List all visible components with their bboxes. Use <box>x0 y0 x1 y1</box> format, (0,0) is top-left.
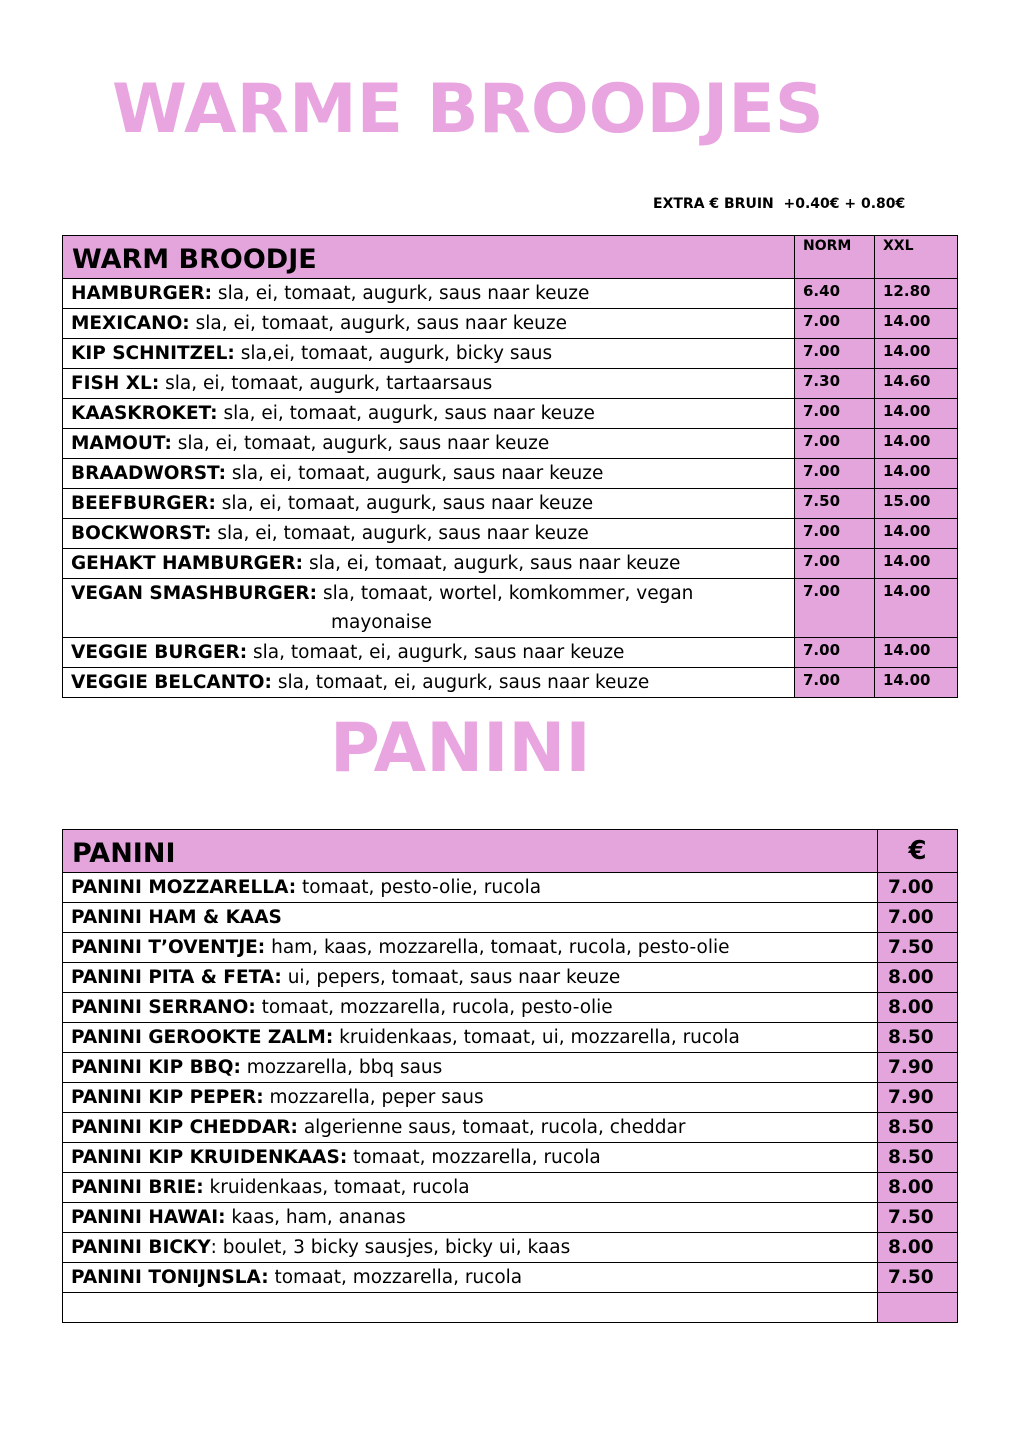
menu-item-name: BOCKWORST: <box>71 523 212 544</box>
table-row <box>63 1263 958 1293</box>
menu-item-cell <box>63 873 878 903</box>
norm-price: 7.00 <box>795 399 875 429</box>
xxl-price: 14.00 <box>875 339 958 369</box>
menu-item-cell <box>63 1233 878 1263</box>
menu-item-cell <box>63 1263 878 1293</box>
page-title-warme-broodjes: WARME BROODJES <box>112 70 824 149</box>
table-row <box>63 489 958 519</box>
menu-item-name: PANINI TONIJNSLA: <box>71 1267 269 1288</box>
menu-item-text <box>71 523 589 544</box>
menu-item-description: kaas, ham, ananas <box>225 1207 406 1228</box>
table-row <box>63 1173 958 1203</box>
menu-item-description: : boulet, 3 bicky sausjes, bicky ui, kaas <box>210 1237 571 1258</box>
menu-item-cell <box>63 339 795 369</box>
norm-column-header: NORM <box>795 236 875 279</box>
table-row <box>63 579 958 638</box>
norm-price: 7.00 <box>795 309 875 339</box>
menu-item-name: PANINI GEROOKTE ZALM: <box>71 1027 334 1048</box>
table-row <box>63 309 958 339</box>
menu-item-description: sla, ei, tomaat, augurk, saus naar keuze <box>189 313 567 334</box>
panini-price: 8.50 <box>878 1113 958 1143</box>
panini-price: 8.00 <box>878 963 958 993</box>
table-header-row <box>63 830 958 873</box>
menu-item-description: tomaat, pesto-olie, rucola <box>296 877 542 898</box>
menu-item-name: PANINI KIP KRUIDENKAAS: <box>71 1147 348 1168</box>
table-row <box>63 429 958 459</box>
menu-item-cell <box>63 1173 878 1203</box>
menu-item-cell <box>63 1143 878 1173</box>
section-title-panini: PANINI <box>330 709 591 788</box>
menu-item-description: sla, tomaat, ei, augurk, saus naar keuze <box>247 642 625 663</box>
table-row <box>63 873 958 903</box>
table-row <box>63 1113 958 1143</box>
menu-item-description: sla, tomaat, wortel, komkommer, vegan mayonaise <box>317 583 694 633</box>
menu-item-cell <box>63 489 795 519</box>
table-row <box>63 369 958 399</box>
menu-item-cell <box>63 279 795 309</box>
table-row <box>63 459 958 489</box>
menu-item-name: BRAADWORST: <box>71 463 227 484</box>
menu-item-cell <box>63 1053 878 1083</box>
menu-item-cell <box>63 459 795 489</box>
menu-item-cell <box>63 963 878 993</box>
menu-item-cell <box>63 1203 878 1233</box>
menu-item-description: tomaat, mozzarella, rucola, pesto-olie <box>255 997 613 1018</box>
menu-item-description: sla, ei, tomaat, augurk, saus naar keuze <box>226 463 604 484</box>
table-row <box>63 279 958 309</box>
norm-price: 7.00 <box>795 638 875 668</box>
menu-item-cell <box>63 903 878 933</box>
menu-item-text <box>71 493 593 514</box>
menu-item-name: PANINI HAWAI: <box>71 1207 226 1228</box>
menu-item-name: MEXICANO: <box>71 313 190 334</box>
xxl-price: 14.00 <box>875 638 958 668</box>
menu-item-name: PANINI T’OVENTJE: <box>71 937 266 958</box>
panini-price: 7.50 <box>878 933 958 963</box>
table-row <box>63 903 958 933</box>
menu-item-cell <box>63 1083 878 1113</box>
norm-price: 6.40 <box>795 279 875 309</box>
norm-price: 7.00 <box>795 459 875 489</box>
menu-item-cell <box>63 369 795 399</box>
menu-item-description: sla, ei, tomaat, augurk, saus naar keuze <box>217 403 595 424</box>
table-row <box>63 1083 958 1113</box>
panini-price: 8.00 <box>878 1173 958 1203</box>
warm-broodje-table <box>62 235 958 698</box>
menu-item-description: mozzarella, peper saus <box>263 1087 484 1108</box>
menu-item-text <box>71 579 786 637</box>
menu-item-name: PANINI HAM & KAAS <box>71 907 282 928</box>
menu-item-cell <box>63 1113 878 1143</box>
menu-item-cell <box>63 309 795 339</box>
table-row <box>63 638 958 668</box>
xxl-price: 14.00 <box>875 309 958 339</box>
menu-item-cell <box>63 399 795 429</box>
menu-item-text <box>71 672 649 693</box>
menu-item-name: PANINI MOZZARELLA: <box>71 877 297 898</box>
menu-item-text <box>71 283 589 304</box>
menu-item-description: sla, ei, tomaat, augurk, saus naar keuze <box>303 553 681 574</box>
menu-item-description: sla, ei, tomaat, augurk, saus naar keuze <box>212 283 590 304</box>
panini-price: 8.00 <box>878 993 958 1023</box>
menu-item-name: PANINI KIP CHEDDAR: <box>71 1117 298 1138</box>
table-row <box>63 1293 958 1323</box>
table-row <box>63 1023 958 1053</box>
menu-item-description: kruidenkaas, tomaat, rucola <box>203 1177 470 1198</box>
norm-price: 7.00 <box>795 339 875 369</box>
menu-item-name: BEEFBURGER: <box>71 493 216 514</box>
menu-item-description: sla, ei, tomaat, augurk, tartaarsaus <box>159 373 493 394</box>
panini-price: 8.50 <box>878 1023 958 1053</box>
price-column-header: € <box>878 830 958 873</box>
table-row <box>63 339 958 369</box>
norm-price: 7.30 <box>795 369 875 399</box>
table-row <box>63 993 958 1023</box>
menu-item-cell <box>63 579 795 638</box>
xxl-price: 14.00 <box>875 429 958 459</box>
menu-item-description: tomaat, mozzarella, rucola <box>347 1147 601 1168</box>
panini-price: 7.50 <box>878 1263 958 1293</box>
table-row <box>63 668 958 698</box>
table-row <box>63 1053 958 1083</box>
panini-price: 7.00 <box>878 873 958 903</box>
table-header-row <box>63 236 958 279</box>
norm-price: 7.00 <box>795 579 875 638</box>
menu-item-name: HAMBURGER: <box>71 283 213 304</box>
xxl-price: 15.00 <box>875 489 958 519</box>
xxl-column-header: XXL <box>875 236 958 279</box>
table-row <box>63 399 958 429</box>
menu-item-name: PANINI SERRANO: <box>71 997 256 1018</box>
menu-item-text <box>71 403 595 424</box>
table-row <box>63 933 958 963</box>
norm-price: 7.50 <box>795 489 875 519</box>
table-row <box>63 1143 958 1173</box>
panini-table <box>62 829 958 1323</box>
panini-price: 7.90 <box>878 1083 958 1113</box>
menu-item-name: PANINI KIP BBQ: <box>71 1057 241 1078</box>
menu-item-text <box>71 313 567 334</box>
panini-price: 8.50 <box>878 1143 958 1173</box>
xxl-price: 12.80 <box>875 279 958 309</box>
xxl-price: 14.00 <box>875 668 958 698</box>
menu-item-text <box>71 433 549 454</box>
table-row <box>63 1203 958 1233</box>
table-row <box>63 963 958 993</box>
menu-item-name: VEGGIE BELCANTO: <box>71 672 272 693</box>
table-row <box>63 519 958 549</box>
menu-item-text <box>71 553 680 574</box>
panini-header: PANINI <box>63 830 878 873</box>
menu-item-name: PANINI PITA & FETA: <box>71 967 282 988</box>
norm-price: 7.00 <box>795 668 875 698</box>
menu-item-description: algerienne saus, tomaat, rucola, cheddar <box>297 1117 686 1138</box>
menu-item-cell <box>63 549 795 579</box>
menu-item-description: kruidenkaas, tomaat, ui, mozzarella, rucola <box>333 1027 740 1048</box>
menu-item-cell <box>63 1023 878 1053</box>
xxl-price: 14.00 <box>875 579 958 638</box>
panini-price: 7.00 <box>878 903 958 933</box>
menu-item-cell <box>63 519 795 549</box>
warm-broodje-header: WARM BROODJE <box>63 236 795 279</box>
menu-item-name: FISH XL: <box>71 373 160 394</box>
menu-item-name: KIP SCHNITZEL: <box>71 343 235 364</box>
panini-price <box>878 1293 958 1323</box>
norm-price: 7.00 <box>795 519 875 549</box>
menu-item-text <box>71 642 624 663</box>
table-row <box>63 1233 958 1263</box>
menu-item-cell <box>63 429 795 459</box>
menu-item-name: PANINI BICKY <box>71 1237 211 1258</box>
menu-item-name: PANINI KIP PEPER: <box>71 1087 264 1108</box>
menu-item-cell <box>63 638 795 668</box>
menu-item-name: VEGGIE BURGER: <box>71 642 248 663</box>
menu-item-cell <box>63 933 878 963</box>
extra-bruin-note: EXTRA € BRUIN +0.40€ + 0.80€ <box>653 196 906 212</box>
menu-item-name: VEGAN SMASHBURGER: <box>71 583 318 604</box>
menu-item-name: MAMOUT: <box>71 433 172 454</box>
menu-item-description: sla, ei, tomaat, augurk, saus naar keuze <box>215 493 594 514</box>
menu-item-description: sla, tomaat, ei, augurk, saus naar keuze <box>271 672 650 693</box>
menu-item-description: tomaat, mozzarella, rucola <box>268 1267 523 1288</box>
menu-item-cell <box>63 993 878 1023</box>
panini-price: 8.00 <box>878 1233 958 1263</box>
menu-item-name: KAASKROKET: <box>71 403 218 424</box>
xxl-price: 14.00 <box>875 399 958 429</box>
xxl-price: 14.60 <box>875 369 958 399</box>
norm-price: 7.00 <box>795 549 875 579</box>
xxl-price: 14.00 <box>875 549 958 579</box>
table-row <box>63 549 958 579</box>
menu-item-description: mozzarella, bbq saus <box>240 1057 443 1078</box>
menu-item-cell <box>63 1293 878 1323</box>
menu-item-name: PANINI BRIE: <box>71 1177 204 1198</box>
xxl-price: 14.00 <box>875 459 958 489</box>
menu-item-text <box>71 343 552 364</box>
norm-price: 7.00 <box>795 429 875 459</box>
menu-item-description: sla, ei, tomaat, augurk, saus naar keuze <box>211 523 589 544</box>
menu-item-description: ui, pepers, tomaat, saus naar keuze <box>281 967 621 988</box>
menu-item-text <box>71 463 603 484</box>
panini-price: 7.50 <box>878 1203 958 1233</box>
menu-item-description: ham, kaas, mozzarella, tomaat, rucola, pesto-olie <box>265 937 730 958</box>
xxl-price: 14.00 <box>875 519 958 549</box>
menu-item-name: GEHAKT HAMBURGER: <box>71 553 304 574</box>
panini-price: 7.90 <box>878 1053 958 1083</box>
menu-item-cell <box>63 668 795 698</box>
menu-item-description: sla,ei, tomaat, augurk, bicky saus <box>234 343 553 364</box>
menu-item-text <box>71 373 492 394</box>
menu-item-description: sla, ei, tomaat, augurk, saus naar keuze <box>171 433 550 454</box>
